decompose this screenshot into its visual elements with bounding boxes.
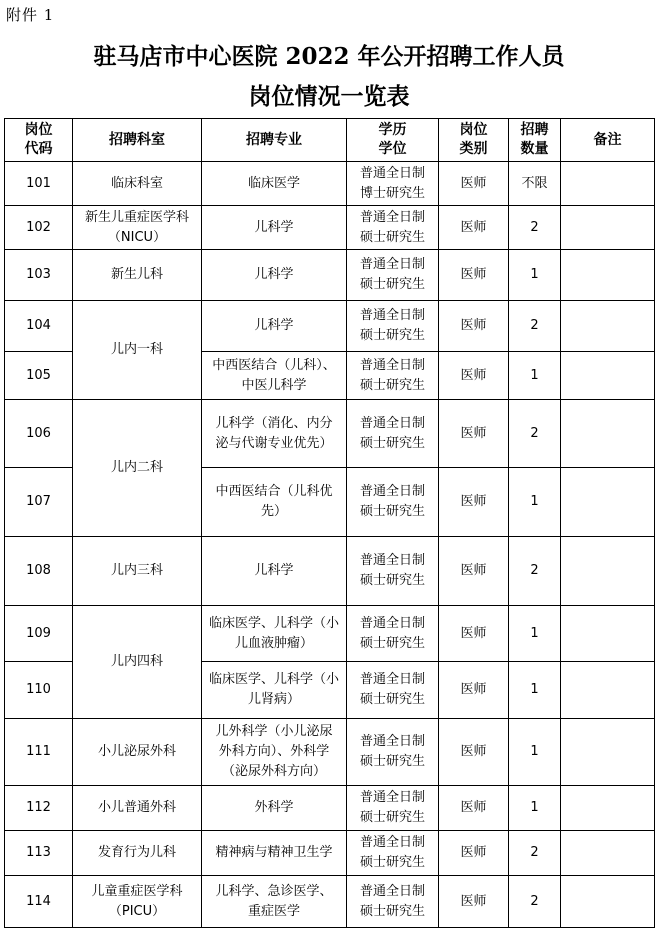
header-position-code: 岗位 代码 xyxy=(5,119,73,162)
count-cell: 1 xyxy=(509,250,561,301)
position-code-cell: 102 xyxy=(5,206,73,250)
count-cell: 2 xyxy=(509,831,561,876)
count-cell: 1 xyxy=(509,606,561,662)
education-cell: 普通全日制 硕士研究生 xyxy=(347,831,439,876)
count-cell: 1 xyxy=(509,662,561,719)
page-subtitle: 岗位情况一览表 xyxy=(248,83,410,110)
major-cell: 临床医学、儿科学（小 儿血液肿瘤） xyxy=(202,606,347,662)
education-cell: 普通全日制 硕士研究生 xyxy=(347,250,439,301)
major-cell: 精神病与精神卫生学 xyxy=(202,831,347,876)
table-body xyxy=(5,162,655,928)
category-cell: 医师 xyxy=(439,662,509,719)
education-cell: 普通全日制 硕士研究生 xyxy=(347,719,439,786)
major-cell: 中西医结合（儿科优 先） xyxy=(202,468,347,537)
department-cell: 儿童重症医学科 （PICU） xyxy=(73,876,202,928)
position-code-cell: 110 xyxy=(5,662,73,719)
header-major: 招聘专业 xyxy=(202,119,347,162)
positions-table xyxy=(4,118,655,928)
department-cell: 小儿泌尿外科 xyxy=(73,719,202,786)
position-code-cell: 109 xyxy=(5,606,73,662)
header-education: 学历 学位 xyxy=(347,119,439,162)
remark-cell xyxy=(561,206,655,250)
count-cell: 2 xyxy=(509,400,561,468)
education-cell: 普通全日制 硕士研究生 xyxy=(347,662,439,719)
major-cell: 儿外科学（小儿泌尿 外科方向）、外科学 （泌尿外科方向） xyxy=(202,719,347,786)
remark-cell xyxy=(561,606,655,662)
remark-cell xyxy=(561,831,655,876)
major-cell: 儿科学（消化、内分 泌与代谢专业优先） xyxy=(202,400,347,468)
attachment-label: 附件 1 xyxy=(6,6,55,24)
table-row xyxy=(5,606,655,662)
category-cell: 医师 xyxy=(439,719,509,786)
category-cell: 医师 xyxy=(439,162,509,206)
department-cell: 新生儿重症医学科 （NICU） xyxy=(73,206,202,250)
department-cell: 儿内二科 xyxy=(73,400,202,537)
category-cell: 医师 xyxy=(439,250,509,301)
remark-cell xyxy=(561,468,655,537)
major-cell: 临床医学 xyxy=(202,162,347,206)
category-cell: 医师 xyxy=(439,537,509,606)
department-cell: 儿内一科 xyxy=(73,301,202,400)
department-cell: 小儿普通外科 xyxy=(73,786,202,831)
count-cell: 不限 xyxy=(509,162,561,206)
position-code-cell: 101 xyxy=(5,162,73,206)
table-row xyxy=(5,786,655,831)
major-cell: 中西医结合（儿科）、 中医儿科学 xyxy=(202,352,347,400)
count-cell: 2 xyxy=(509,206,561,250)
category-cell: 医师 xyxy=(439,786,509,831)
education-cell: 普通全日制 硕士研究生 xyxy=(347,786,439,831)
count-cell: 1 xyxy=(509,786,561,831)
table-row xyxy=(5,876,655,928)
count-cell: 2 xyxy=(509,876,561,928)
count-cell: 2 xyxy=(509,537,561,606)
count-cell: 1 xyxy=(509,352,561,400)
education-cell: 普通全日制 博士研究生 xyxy=(347,162,439,206)
count-cell: 1 xyxy=(509,468,561,537)
education-cell: 普通全日制 硕士研究生 xyxy=(347,400,439,468)
education-cell: 普通全日制 硕士研究生 xyxy=(347,301,439,352)
remark-cell xyxy=(561,162,655,206)
remark-cell xyxy=(561,301,655,352)
major-cell: 外科学 xyxy=(202,786,347,831)
table-header-row xyxy=(5,119,655,162)
education-cell: 普通全日制 硕士研究生 xyxy=(347,352,439,400)
remark-cell xyxy=(561,250,655,301)
category-cell: 医师 xyxy=(439,876,509,928)
table-row xyxy=(5,719,655,786)
category-cell: 医师 xyxy=(439,352,509,400)
position-code-cell: 105 xyxy=(5,352,73,400)
remark-cell xyxy=(561,786,655,831)
header-category: 岗位 类别 xyxy=(439,119,509,162)
table-row xyxy=(5,206,655,250)
department-cell: 新生儿科 xyxy=(73,250,202,301)
major-cell: 临床医学、儿科学（小 儿肾病） xyxy=(202,662,347,719)
position-code-cell: 103 xyxy=(5,250,73,301)
header-count: 招聘 数量 xyxy=(509,119,561,162)
department-cell: 临床科室 xyxy=(73,162,202,206)
page-title: 驻马店市中心医院 2022 年公开招聘工作人员 xyxy=(93,43,565,70)
header-department: 招聘科室 xyxy=(73,119,202,162)
table-row xyxy=(5,250,655,301)
category-cell: 医师 xyxy=(439,831,509,876)
remark-cell xyxy=(561,537,655,606)
major-cell: 儿科学 xyxy=(202,301,347,352)
department-cell: 儿内四科 xyxy=(73,606,202,719)
table-row xyxy=(5,537,655,606)
table-row xyxy=(5,162,655,206)
count-cell: 1 xyxy=(509,719,561,786)
table-row xyxy=(5,301,655,352)
department-cell: 儿内三科 xyxy=(73,537,202,606)
department-cell: 发育行为儿科 xyxy=(73,831,202,876)
major-cell: 儿科学 xyxy=(202,206,347,250)
remark-cell xyxy=(561,719,655,786)
major-cell: 儿科学、急诊医学、 重症医学 xyxy=(202,876,347,928)
category-cell: 医师 xyxy=(439,468,509,537)
remark-cell xyxy=(561,662,655,719)
count-cell: 2 xyxy=(509,301,561,352)
category-cell: 医师 xyxy=(439,206,509,250)
position-code-cell: 111 xyxy=(5,719,73,786)
table-row xyxy=(5,400,655,468)
category-cell: 医师 xyxy=(439,400,509,468)
education-cell: 普通全日制 硕士研究生 xyxy=(347,876,439,928)
education-cell: 普通全日制 硕士研究生 xyxy=(347,468,439,537)
education-cell: 普通全日制 硕士研究生 xyxy=(347,206,439,250)
table-row xyxy=(5,831,655,876)
remark-cell xyxy=(561,876,655,928)
major-cell: 儿科学 xyxy=(202,537,347,606)
position-code-cell: 113 xyxy=(5,831,73,876)
category-cell: 医师 xyxy=(439,301,509,352)
remark-cell xyxy=(561,352,655,400)
remark-cell xyxy=(561,400,655,468)
major-cell: 儿科学 xyxy=(202,250,347,301)
header-remark: 备注 xyxy=(561,119,655,162)
education-cell: 普通全日制 硕士研究生 xyxy=(347,606,439,662)
position-code-cell: 107 xyxy=(5,468,73,537)
position-code-cell: 114 xyxy=(5,876,73,928)
position-code-cell: 104 xyxy=(5,301,73,352)
category-cell: 医师 xyxy=(439,606,509,662)
position-code-cell: 108 xyxy=(5,537,73,606)
position-code-cell: 106 xyxy=(5,400,73,468)
position-code-cell: 112 xyxy=(5,786,73,831)
education-cell: 普通全日制 硕士研究生 xyxy=(347,537,439,606)
